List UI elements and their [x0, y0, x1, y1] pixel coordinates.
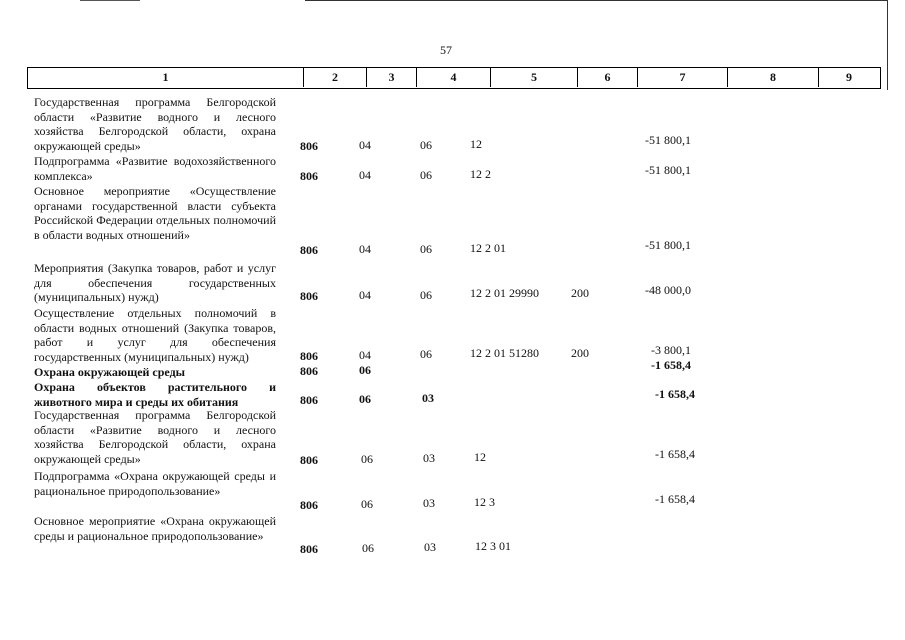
cell-col-3: 06 — [361, 497, 373, 511]
cell-col-5: 12 2 — [470, 167, 491, 181]
cell-col-3: 04 — [359, 288, 371, 302]
row-description: Осуществление отдельных полномочий в области водных отношений (Закупка товаров, работ и услуг для обеспечения государственных (муниципальных) нужд) — [34, 306, 276, 364]
cell-col-3: 04 — [359, 242, 371, 256]
cell-col-7: -48 000,0 — [645, 283, 691, 297]
cell-col-2: 806 — [300, 542, 318, 556]
cell-col-7: -3 800,1 — [651, 343, 691, 357]
row-description: Подпрограмма «Охрана окружающей среды и рациональное природопользование» — [34, 469, 276, 498]
cell-col-5: 12 — [470, 137, 482, 151]
cell-col-4: 03 — [423, 496, 435, 510]
scan-artifact-line — [80, 0, 140, 1]
row-description: Государственная программа Белгородской области «Развитие водного и лесного хозяйства Белгородской области, охрана окружающей среды» — [34, 95, 276, 153]
header-col-5: 5 — [490, 68, 577, 87]
header-col-1: 1 — [162, 70, 169, 84]
row-description: Государственная программа Белгородской области «Развитие водного и лесного хозяйства Белгородской области, охрана окружающей среды» — [34, 408, 276, 466]
page-number: 57 — [440, 43, 452, 57]
cell-col-4: 06 — [420, 288, 432, 302]
cell-col-3: 06 — [359, 363, 371, 377]
cell-col-3: 06 — [361, 452, 373, 466]
cell-col-2: 806 — [300, 289, 318, 303]
cell-col-2: 806 — [300, 243, 318, 257]
cell-col-5: 12 2 01 — [470, 241, 506, 255]
cell-col-4: 03 — [424, 540, 436, 554]
cell-col-3: 04 — [359, 138, 371, 152]
cell-col-2: 806 — [300, 364, 318, 378]
cell-col-4: 06 — [420, 138, 432, 152]
cell-col-5: 12 3 — [474, 495, 495, 509]
header-col-2: 2 — [303, 68, 366, 87]
cell-col-7: -1 658,4 — [655, 447, 695, 461]
row-description: Охрана объектов растительного и животного мира и среды их обитания — [34, 380, 276, 409]
cell-col-3: 06 — [359, 392, 371, 406]
header-col-8: 8 — [727, 68, 818, 87]
top-border-line — [305, 0, 887, 1]
header-col-6: 6 — [577, 68, 637, 87]
cell-col-6: 200 — [571, 346, 589, 360]
cell-col-3: 04 — [359, 348, 371, 362]
cell-col-7: -51 800,1 — [645, 238, 691, 252]
header-col-4: 4 — [416, 68, 490, 87]
header-col-3: 3 — [366, 68, 416, 87]
row-description: Охрана окружающей среды — [34, 365, 186, 379]
cell-col-5: 12 2 01 51280 — [470, 346, 539, 360]
cell-col-4: 03 — [422, 391, 434, 405]
row-description: Основное мероприятие «Охрана окружающей среды и рациональное природопользование» — [34, 514, 276, 543]
row-description: Мероприятия (Закупка товаров, работ и услуг для обеспечения государственных (муниципальных) нужд) — [34, 261, 276, 305]
cell-col-3: 06 — [362, 541, 374, 555]
cell-col-4: 03 — [423, 451, 435, 465]
row-description: Основное мероприятие «Осуществление органами государственной власти субъекта Российской Федерации отдельных полномочий в области водных отношений» — [34, 184, 276, 242]
cell-col-4: 06 — [420, 242, 432, 256]
table-header — [27, 67, 881, 89]
cell-col-7: -1 658,4 — [651, 358, 691, 372]
cell-col-7: -1 658,4 — [655, 387, 695, 401]
cell-col-2: 806 — [300, 498, 318, 512]
cell-col-2: 806 — [300, 169, 318, 183]
cell-col-5: 12 3 01 — [475, 539, 511, 553]
row-description: Подпрограмма «Развитие водохозяйственного комплекса» — [34, 154, 276, 183]
cell-col-2: 806 — [300, 139, 318, 153]
cell-col-2: 806 — [300, 349, 318, 363]
cell-col-4: 06 — [420, 347, 432, 361]
cell-col-5: 12 2 01 29990 — [470, 286, 539, 300]
cell-col-2: 806 — [300, 453, 318, 467]
cell-col-4: 06 — [420, 168, 432, 182]
cell-col-3: 04 — [359, 168, 371, 182]
cell-col-2: 806 — [300, 393, 318, 407]
header-col-7: 7 — [637, 68, 727, 87]
right-border-line — [887, 0, 888, 90]
cell-col-6: 200 — [571, 286, 589, 300]
cell-col-7: -1 658,4 — [655, 492, 695, 506]
cell-col-7: -51 800,1 — [645, 133, 691, 147]
cell-col-5: 12 — [474, 450, 486, 464]
cell-col-7: -51 800,1 — [645, 163, 691, 177]
header-col-9: 9 — [818, 68, 879, 87]
